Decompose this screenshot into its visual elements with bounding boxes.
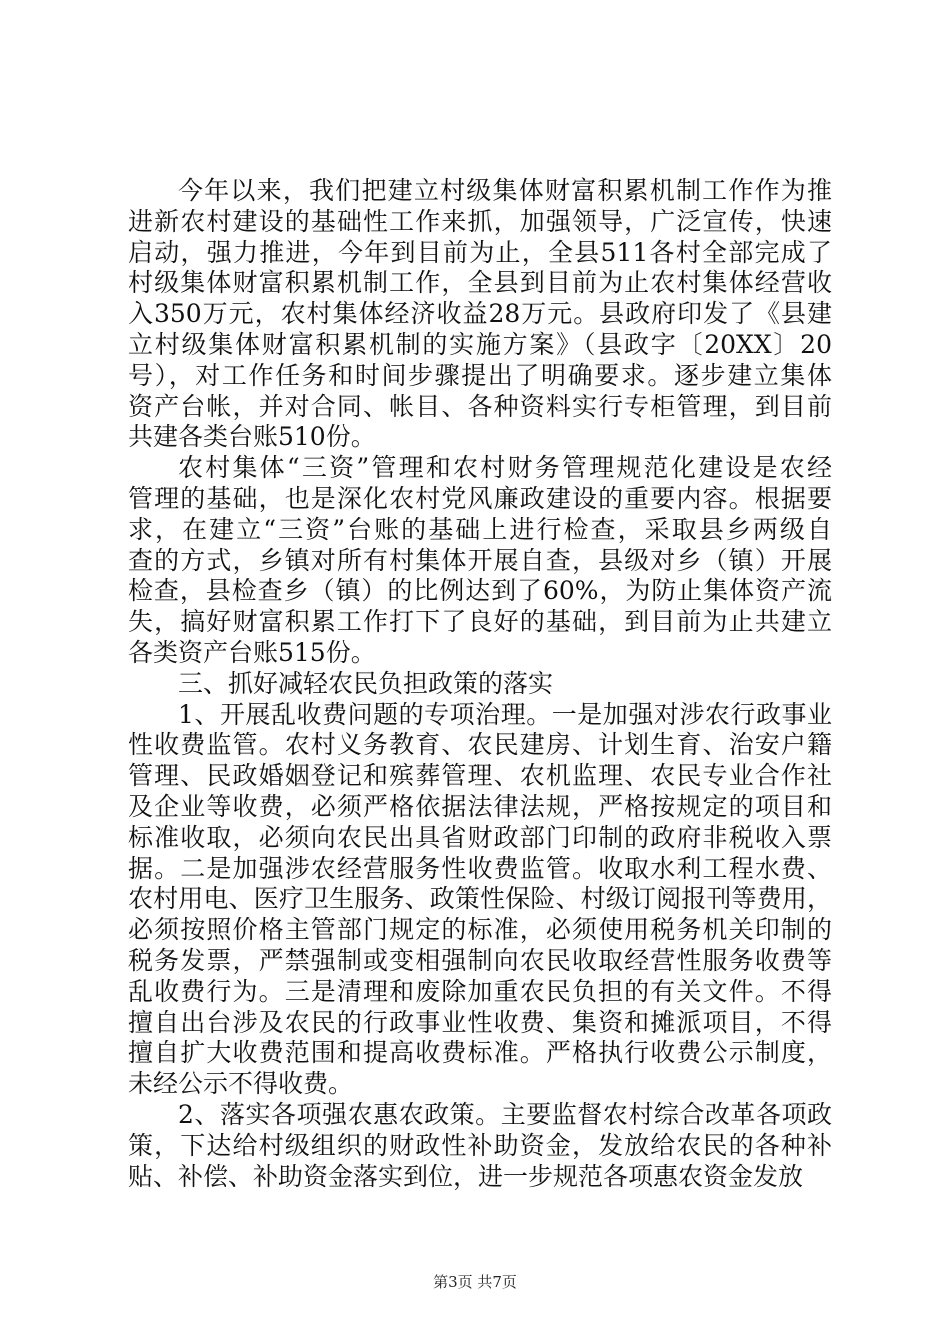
text-line: 擅自出台涉及农民的行政事业性收费、集资和摊派项目，不得 xyxy=(128,1007,832,1037)
paragraph xyxy=(128,669,832,700)
text-line: 进新农村建设的基础性工作来抓，加强领导，广泛宣传，快速 xyxy=(128,206,832,236)
text-line: 号），对工作任务和时间步骤提出了明确要求。逐步建立集体 xyxy=(128,360,832,390)
text-line: 管理、民政婚姻登记和殡葬管理、农机监理、农民专业合作社 xyxy=(128,761,832,791)
text-line: 必须按照价格主管部门规定的标准，必须使用税务机关印制的 xyxy=(128,915,832,945)
text-line: 启动，强力推进，今年到目前为止，全县511各村全部完成了 xyxy=(128,237,832,267)
document-body xyxy=(128,176,832,1192)
text-line: 查的方式，乡镇对所有村集体开展自查，县级对乡（镇）开展 xyxy=(128,545,832,575)
text-line: 资产台帐，并对合同、帐目、各种资料实行专柜管理，到目前 xyxy=(128,391,832,421)
text-line: 农村用电、医疗卫生服务、政策性保险、村级订阅报刊等费用， xyxy=(128,884,832,914)
text-line: 村级集体财富积累机制工作，全县到目前为止农村集体经营收 xyxy=(128,268,832,298)
text-line: 失，搞好财富积累工作打下了良好的基础，到目前为止共建立 xyxy=(128,607,832,637)
text-line: 立村级集体财富积累机制的实施方案》（县政字〔20XX〕20 xyxy=(128,329,832,359)
paragraph xyxy=(128,453,832,669)
paragraph xyxy=(128,700,832,1100)
paragraph xyxy=(128,176,832,453)
text-line: 及企业等收费，必须严格依据法律法规，严格按规定的项目和 xyxy=(128,791,832,821)
text-line: 今年以来，我们把建立村级集体财富积累机制工作作为推 xyxy=(178,176,832,205)
text-line: 共建各类台账510份。 xyxy=(128,422,376,452)
text-line: 入350万元，农村集体经济收益28万元。县政府印发了《县建 xyxy=(128,299,832,329)
paragraph xyxy=(128,1100,832,1192)
text-line: 乱收费行为。三是清理和废除加重农民负担的有关文件。不得 xyxy=(128,976,832,1006)
text-line: 检查，县检查乡（镇）的比例达到了60%，为防止集体资产流 xyxy=(128,576,832,606)
text-line: 税务发票，严禁强制或变相强制向农民收取经营性服务收费等 xyxy=(128,945,832,975)
text-line: 未经公示不得收费。 xyxy=(128,1069,354,1099)
text-line: 策，下达给村级组织的财政性补助资金，发放给农民的各种补 xyxy=(128,1130,832,1160)
text-line: 管理的基础，也是深化农村党风廉政建设的重要内容。根据要 xyxy=(128,483,832,513)
text-line: 求，在建立“三资”台账的基础上进行检查，采取县乡两级自 xyxy=(128,514,832,544)
text-line: 擅自扩大收费范围和提高收费标准。严格执行收费公示制度， xyxy=(128,1038,832,1068)
text-line: 据。二是加强涉农经营服务性收费监管。收取水利工程水费、 xyxy=(128,853,832,883)
text-line: 标准收取，必须向农民出具省财政部门印制的政府非税收入票 xyxy=(128,822,832,852)
text-line: 贴、补偿、补助资金落实到位，进一步规范各项惠农资金发放 xyxy=(128,1161,804,1191)
text-line: 农村集体“三资”管理和农村财务管理规范化建设是农经 xyxy=(178,453,832,483)
text-line: 2、落实各项强农惠农政策。主要监督农村综合改革各项政 xyxy=(178,1099,832,1129)
text-line: 三、抓好减轻农民负担政策的落实 xyxy=(178,668,554,698)
page-footer: 第3页 共7页 xyxy=(433,1273,517,1291)
text-line: 性收费监管。农村义务教育、农民建房、计划生育、治安户籍 xyxy=(128,730,832,760)
text-line: 各类资产台账515份。 xyxy=(128,637,376,667)
text-line: 1、开展乱收费问题的专项治理。一是加强对涉农行政事业 xyxy=(178,699,832,729)
